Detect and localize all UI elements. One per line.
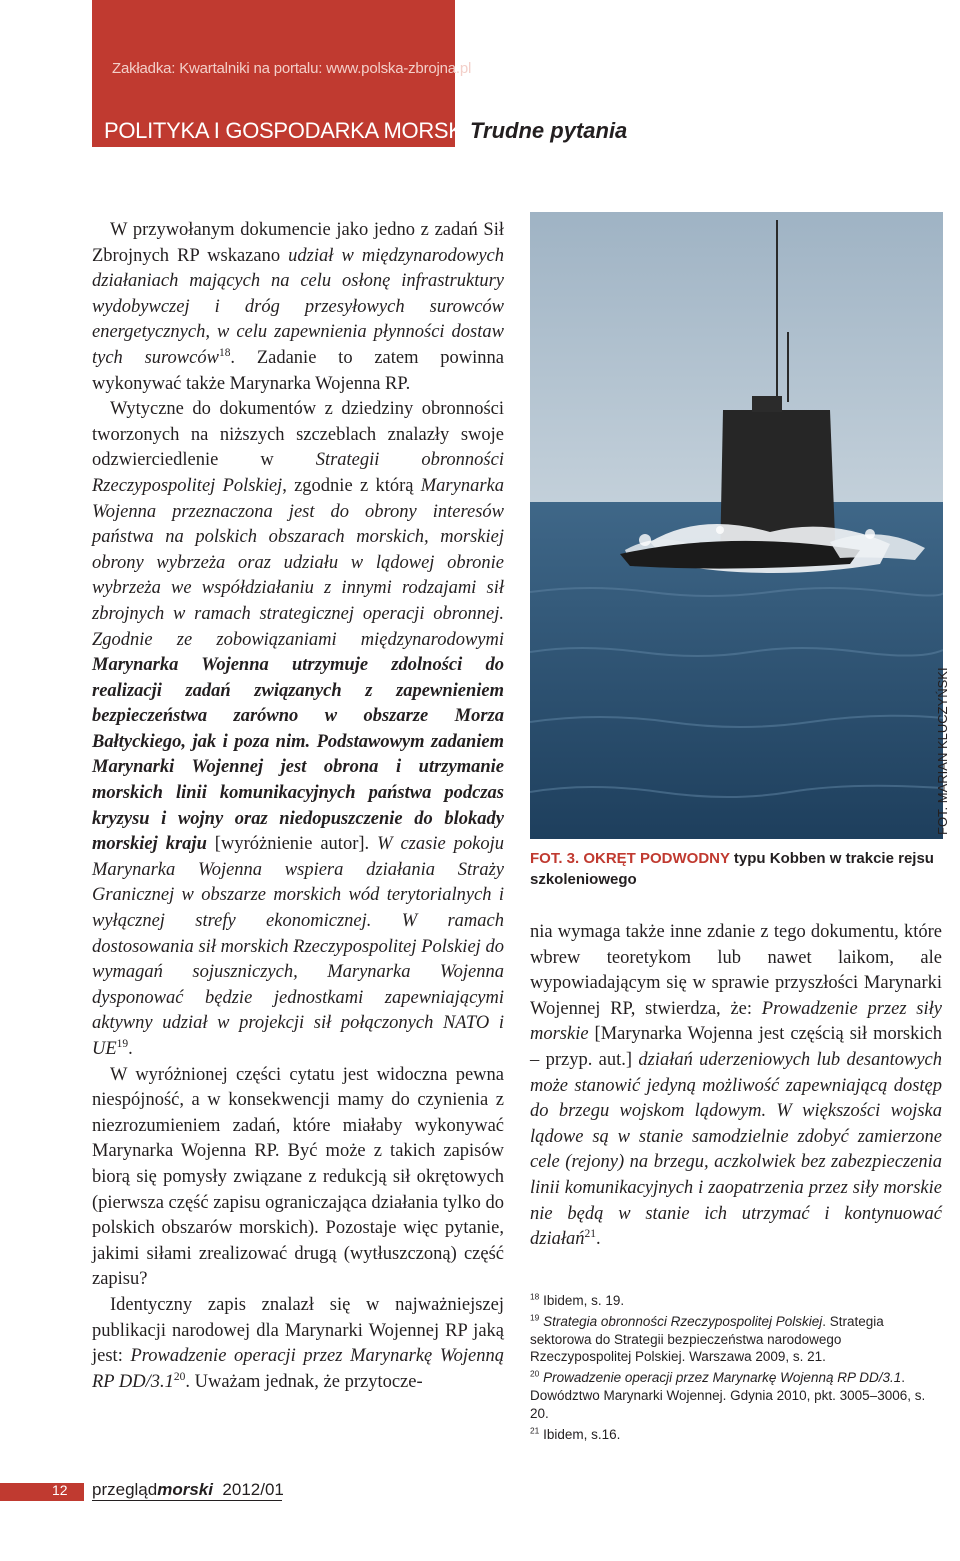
footnote-ref-19: 19	[116, 1037, 129, 1050]
brand-part: przegląd	[92, 1480, 158, 1499]
paragraph-4	[92, 1293, 504, 1395]
text-run: , zgodnie z którą	[282, 475, 421, 496]
topic-title: Trudne pytania	[470, 118, 628, 143]
italic-run: działań uderzeniowych lub desantowych może stanowić jedyną możliwość zapewniającą dostęp do brzegu wojskom lądowym. W większości wojska lądowe są w stanie samodzielnie zdobyć zamierzone cele (rejony) na brzegu, aczkolwiek bez zabezpieczenia linii komunikacyjnych i zaopatrzenia przez siły morskie nie będą w stanie ich utrzymać i kontynuować działań	[530, 1049, 943, 1250]
text-run: [Marynarka Wojenna jest częścią sił morskich – przyp. aut.]	[530, 1024, 942, 1070]
text-run: Wytyczne do dokumentów z dziedziny obronności tworzonych na niższych szczeblach znalazły swoje odzwierciedlenie w	[92, 399, 504, 471]
italic-run: Marynarka Wojenna przeznaczona jest do obrony interesów państwa na polskich obszarach morskich, morskiej obrony wybrzeża oraz udziału w lądowej obronie wybrzeża we współdziałaniu z innymi rodzajami sił zbrojnych w ramach strategicznej operacji obronnej. Zgodnie ze zobowiązaniami międzynarodowymi	[92, 475, 504, 650]
footnote-number: 20	[530, 1368, 540, 1379]
footnote-20	[530, 1369, 944, 1422]
paragraph-2	[92, 397, 504, 1062]
footnotes	[530, 1292, 944, 1446]
section-title: POLITYKA I GOSPODARKA MORSKA	[104, 118, 478, 143]
left-column	[92, 218, 504, 1395]
photo-caption	[530, 848, 940, 890]
footnote-number: 21	[530, 1425, 540, 1436]
footnote-21	[530, 1426, 944, 1444]
footnote-ref-20: 20	[173, 1370, 186, 1383]
text-run: W przywołanym dokumencie jako jedno z zadań Sił Zbrojnych RP wskazano	[92, 220, 504, 266]
text-run: . Zadanie to zatem powinna wykonywać także Marynarka Wojenna RP.	[92, 347, 504, 394]
footnote-18	[530, 1292, 944, 1310]
italic-run: Prowadzenie przez siły morskie	[530, 998, 942, 1045]
footnote-ref-21: 21	[584, 1227, 596, 1240]
footnote-italic: Strategia obronności Rzeczypospolitej Polskiej	[543, 1313, 823, 1329]
caption-text: typu Kobben w trakcie rejsu szkoleniowego	[530, 850, 934, 888]
italic-run: W czasie pokoju Marynarka Wojenna wspiera działania Straży Granicznej w obszarze morskich wód terytorialnych i wyłącznej strefy ekonomicznej. W ramach dostosowania sił morskich Rzeczypospolitej Polskiej do wymagań sojuszniczych, Marynarka Wojenna dysponować będzie jednostkami zapewniającymi aktywny udział w projekcji sił połączonych NATO i UE	[92, 834, 504, 1059]
portal-note: Zakładka: Kwartalniki na portalu: www.polska-zbrojna.pl	[112, 60, 472, 77]
footnote-number: 18	[530, 1291, 540, 1302]
submarine-photo	[530, 212, 943, 839]
paragraph-1	[92, 218, 504, 397]
photo-credit: FOT. MARIAN KLUCZYŃSKI	[935, 667, 950, 835]
bold-italic-run: Marynarka Wojenna utrzymuje zdolności do realizacji zadań związanych z zapewnieniem bezpieczeństwa zarówno w obszarze Morza Bałtyckiego, jak i poza nim. Podstawowym zadaniem Marynarki Wojennej jest obrona i utrzymanie morskich linii komunikacyjnych państwa podczas kryzysu i wojny oraz niedopuszczenie do blokady morskiej kraju	[92, 655, 504, 855]
text-run: .	[128, 1039, 133, 1059]
italic-run: udział w międzynarodowych działaniach mających na celu osłonę infrastruktury wydobywczej i dróg przesyłowych surowców energetycznych, w celu zapewnienia płynności dostaw tych surowców	[92, 245, 505, 368]
text-run: [wyróżnienie autor].	[206, 834, 378, 855]
issue-number: 2012/01	[222, 1480, 284, 1499]
footnote-text: Ibidem, s.16.	[539, 1426, 621, 1442]
magazine-name	[92, 1480, 284, 1500]
text-run: nia wymaga także inne zdanie z tego dokumentu, które wbrew teoretykom lub nawet laikom, ale wypowiadającym się w sprawie przyszłości Marynarki Wojennej RP, stwierdza, że:	[530, 922, 942, 1019]
text-run: . Uważam jednak, że przytocze-	[185, 1371, 423, 1392]
footnote-italic: Prowadzenie operacji przez Marynarkę Wojenną RP DD/3.1	[543, 1370, 902, 1386]
brand-part: morski	[157, 1480, 213, 1499]
footnote-number: 19	[530, 1312, 540, 1323]
caption-label: FOT. 3. OKRĘT PODWODNY	[530, 850, 730, 867]
right-column	[530, 920, 942, 1253]
footnote-text: . Dowództwo Marynarki Wojennej. Gdynia 2010, pkt. 3005–3006, s. 20.	[530, 1370, 926, 1421]
italic-run: Strategii obronności Rzeczypospolitej Polskiej	[92, 450, 504, 496]
text-run: .	[595, 1229, 601, 1250]
footnote-text: Ibidem, s. 19.	[539, 1293, 625, 1308]
italic-run: Prowadzenie operacji przez Marynarkę Wojenną RP DD/3.1	[92, 1346, 504, 1392]
page-number: 12	[52, 1482, 68, 1498]
footnote-19	[530, 1313, 944, 1366]
footer-rule	[92, 1500, 282, 1501]
text-run: Identyczny zapis znalazł się w najważniejszej publikacji narodowej dla Marynarki Wojennej RP jaką jest:	[92, 1294, 504, 1367]
footnote-ref-18: 18	[218, 346, 231, 359]
footer-bar	[0, 1483, 84, 1501]
footnote-text: . Strategia sektorowa do Strategii bezpieczeństwa narodowego Rzeczypospolitej Polskiej. Warszawa 2009, s. 21.	[530, 1313, 884, 1365]
paragraph-3: W wyróżnionej części cytatu jest widoczna pewna niespójność, a w konsekwencji mamy do czynienia z niezrozumieniem zadań, które miałaby wykonywać Marynarka Wojenna RP. Być może z takich zapisów biorą się pomysły związane z redukcją sił okrętowych (pierwsza część zapisu ograniczająca działania tylko do polskich obszarów morskich). Pozostaje więc pytanie, jakimi siłami zrealizować drugą (wytłuszczoną) część zapisu?	[92, 1064, 504, 1290]
paragraph-continued	[530, 920, 942, 1253]
